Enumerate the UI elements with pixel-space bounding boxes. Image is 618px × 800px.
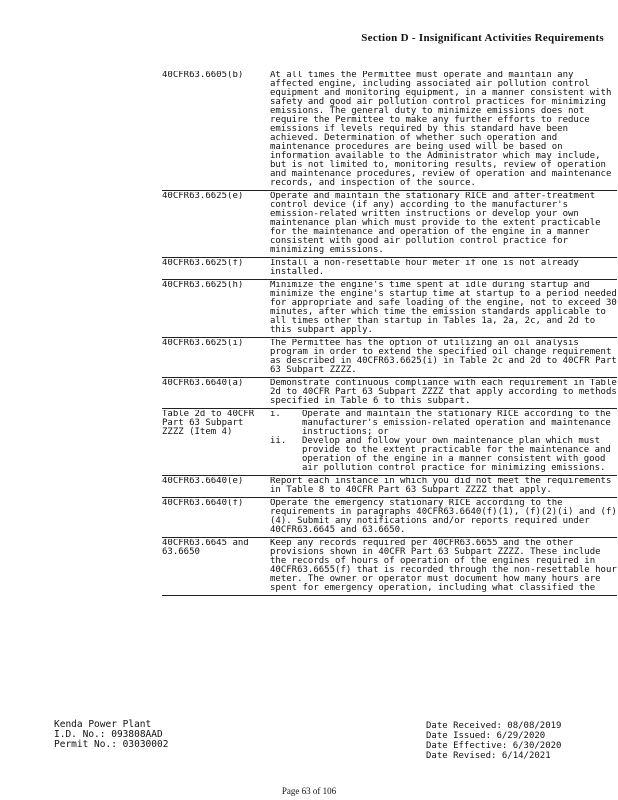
facility-name: Kenda Power Plant: [54, 719, 152, 730]
date-revised: [426, 751, 561, 761]
table-row: [162, 258, 617, 280]
requirement-text: Minimize the engine's time spent at idle during startup and minimize the engine's startup time at startup to a period needed for appropriate and safe loading of the engine, not to exceed 30 minutes, after which time the emission standards applicable to all times other than startup in Tables 1a, 2a, 2c, and 2d to this subpart apply.: [270, 281, 617, 335]
citation: 40CFR63.6625(i): [162, 339, 244, 348]
table-row: [162, 476, 617, 498]
table-row: [162, 378, 617, 409]
table-row: [162, 191, 617, 258]
list-item: [270, 437, 617, 473]
requirement-text: The Permittee has the option of utilizing an oil analysis program in order to extend the specified oil change requirement as described in 40CFR63.6625(i) in Table 2c and 2d to 40CFR Part 63 Subpart ZZZZ.: [270, 339, 617, 375]
permit-dates: [426, 721, 561, 761]
citation: 40CFR63.6605(b): [162, 71, 244, 80]
list-item: [270, 410, 617, 437]
requirement-text: Report each instance in which you did not meet the requirements in Table 8 to 40CFR Part 63 Subpart ZZZZ that apply.: [270, 477, 612, 495]
list-item-text: Develop and follow your own maintenance plan which must provide to the extent practicable for the maintenance and operation of the engine in a manner consistent with good air pollution control practice for minimizing emissions.: [302, 436, 611, 473]
list-item-number: i.: [270, 410, 281, 419]
table-row: [162, 338, 617, 378]
date-revised-value: 6/14/2021: [501, 751, 551, 761]
requirement-list: [270, 410, 617, 473]
date-effective-value: 6/30/2020: [512, 741, 562, 751]
requirements-table: [162, 70, 617, 596]
date-received-label: Date Received:: [426, 721, 502, 731]
section-header: Section D - Insignificant Activities Requirements: [361, 32, 604, 44]
date-effective-label: Date Effective:: [426, 741, 508, 751]
requirement-text: Operate and maintain the stationary RICE and after-treatment control device (if any) according to the manufacturer's emission-related written instructions or develop your own maintenance plan which must provide to the extent practicable for the maintenance and operation of the engine in a manner consistent with good air pollution control practice for minimizing emissions.: [270, 192, 601, 255]
citation: 40CFR63.6625(f): [162, 259, 244, 268]
table-row: [162, 498, 617, 538]
table-row: [162, 538, 617, 596]
citation: 40CFR63.6640(a): [162, 379, 244, 388]
citation: 40CFR63.6625(e): [162, 192, 244, 201]
table-row: [162, 409, 617, 476]
permit-value: 03030002: [122, 739, 169, 750]
requirement-text: At all times the Permittee must operate and maintain any affected engine, including associated air pollution control equipment and monitoring equipment, in a manner consistent with safety and good air pollution control practices for minimizing emissions. The general duty to minimize emissions does not require the Permittee to make any further efforts to reduce emissions if levels required by this standard have been achieved. Determination of whether such operation and maintenance procedures are being used will be based on information available to the Administrator which may include, but is not limited to, monitoring results, review of operation and maintenance procedures, review of operation and maintenance records, and inspection of the source.: [270, 71, 612, 188]
date-revised-label: Date Revised:: [426, 751, 497, 761]
requirement-text: Demonstrate continuous compliance with each requirement in Table 2d to 40CFR Part 63 Subpart ZZZZ that apply according to methods specified in Table 6 to this subpart.: [270, 379, 617, 406]
citation: 40CFR63.6640(f): [162, 499, 244, 508]
facility-info: [54, 720, 168, 750]
requirement-text: Install a non-resettable hour meter if one is not already installed.: [270, 259, 579, 277]
page-number: Page 63 of 106: [281, 786, 337, 796]
citation: 40CFR63.6645 and 63.6650: [162, 539, 255, 557]
permit-number: [54, 740, 168, 750]
permit-label: Permit No.:: [54, 739, 117, 750]
date-issued-value: 6/29/2020: [496, 731, 546, 741]
list-item-text: Operate and maintain the stationary RICE according to the manufacturer's emission-related operation and maintenance instructions; or: [302, 410, 611, 437]
requirement-text: Keep any records required per 40CFR63.6655 and the other provisions shown in 40CFR Part 63 Subpart ZZZZ. These include the records of hours of operation of the engines required in 40CFR63.6655(f) that is recorded through the non-resettable hour meter. The owner or operator must document how many hours are spent for emergency operation, including what classified the: [270, 539, 617, 593]
citation: Table 2d to 40CFR Part 63 Subpart ZZZZ (Item 4): [162, 410, 260, 437]
table-row: [162, 70, 617, 191]
date-issued: [426, 731, 561, 741]
requirement-text: Operate the emergency stationary RICE according to the requirements in paragraphs 40CFR63.6640(f)(1), (f)(2)(i) and (f)(4). Submit any notifications and/or reports required under 40CFR63.6645 and 63.6650.: [270, 499, 617, 535]
id-value: 093808AAD: [111, 729, 163, 740]
date-effective: [426, 741, 561, 751]
citation: 40CFR63.6640(e): [162, 477, 244, 486]
list-item-number: ii.: [270, 436, 287, 446]
date-received: [426, 721, 561, 731]
date-received-value: 08/08/2019: [507, 721, 562, 731]
citation: 40CFR63.6625(h): [162, 281, 244, 290]
table-row: [162, 280, 617, 338]
id-label: I.D. No.:: [54, 729, 106, 740]
date-issued-label: Date Issued:: [426, 731, 492, 741]
